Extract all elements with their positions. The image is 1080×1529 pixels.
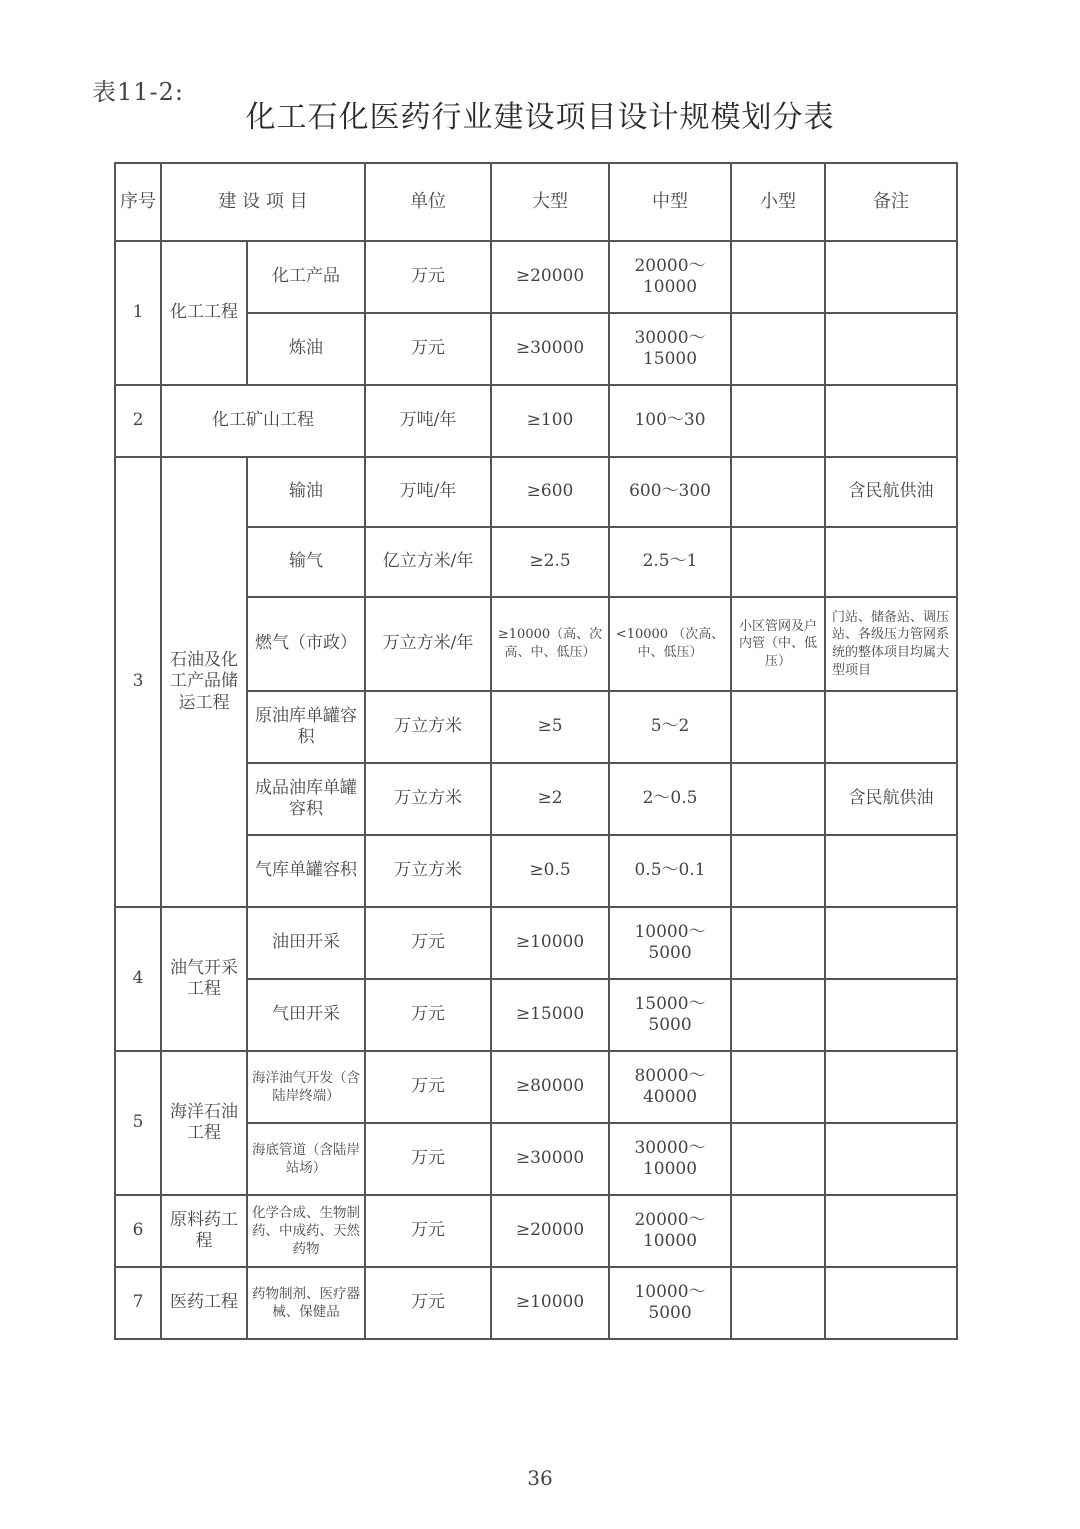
unit-cell: 万立方米 bbox=[365, 835, 491, 907]
category-cell: 化工矿山工程 bbox=[161, 385, 365, 457]
table-row bbox=[115, 241, 957, 313]
medium-cell: 15000～5000 bbox=[609, 979, 731, 1051]
notes-cell bbox=[825, 1195, 957, 1267]
notes-cell bbox=[825, 527, 957, 597]
header-no: 序号 bbox=[115, 163, 161, 241]
small-cell bbox=[731, 1195, 825, 1267]
medium-cell: 5～2 bbox=[609, 691, 731, 763]
table-row bbox=[115, 1195, 957, 1267]
unit-cell: 万立方米 bbox=[365, 763, 491, 835]
row-number: 5 bbox=[115, 1051, 161, 1195]
unit-cell: 万元 bbox=[365, 1195, 491, 1267]
medium-cell: <10000 （次高、中、低压） bbox=[609, 597, 731, 691]
small-cell bbox=[731, 457, 825, 527]
item-name: 化工产品 bbox=[247, 241, 365, 313]
unit-cell: 亿立方米/年 bbox=[365, 527, 491, 597]
small-cell bbox=[731, 241, 825, 313]
row-number: 3 bbox=[115, 457, 161, 907]
unit-cell: 万立方米/年 bbox=[365, 597, 491, 691]
large-cell: ≥30000 bbox=[491, 313, 609, 385]
item-name: 气库单罐容积 bbox=[247, 835, 365, 907]
medium-cell: 0.5～0.1 bbox=[609, 835, 731, 907]
item-name: 油田开采 bbox=[247, 907, 365, 979]
scale-classification-table bbox=[114, 162, 958, 1340]
item-name: 气田开采 bbox=[247, 979, 365, 1051]
small-cell bbox=[731, 907, 825, 979]
category-cell: 原料药工程 bbox=[161, 1195, 247, 1267]
item-name: 化学合成、生物制药、中成药、天然药物 bbox=[247, 1195, 365, 1267]
table-row bbox=[115, 457, 957, 527]
category-cell: 石油及化工产品储运工程 bbox=[161, 457, 247, 907]
notes-cell: 含民航供油 bbox=[825, 763, 957, 835]
medium-cell: 20000～10000 bbox=[609, 1195, 731, 1267]
small-cell bbox=[731, 527, 825, 597]
page-number: 36 bbox=[527, 1466, 553, 1490]
small-cell bbox=[731, 1123, 825, 1195]
category-cell: 医药工程 bbox=[161, 1267, 247, 1339]
large-cell: ≥2.5 bbox=[491, 527, 609, 597]
medium-cell: 600～300 bbox=[609, 457, 731, 527]
row-number: 2 bbox=[115, 385, 161, 457]
document-title: 化工石化医药行业建设项目设计规模划分表 bbox=[245, 100, 835, 135]
small-cell bbox=[731, 835, 825, 907]
large-cell: ≥30000 bbox=[491, 1123, 609, 1195]
notes-cell bbox=[825, 1123, 957, 1195]
small-cell bbox=[731, 979, 825, 1051]
header-row bbox=[115, 163, 957, 241]
unit-cell: 万元 bbox=[365, 241, 491, 313]
header-notes: 备注 bbox=[825, 163, 957, 241]
medium-cell: 10000～5000 bbox=[609, 907, 731, 979]
small-cell bbox=[731, 1051, 825, 1123]
large-cell: ≥0.5 bbox=[491, 835, 609, 907]
large-cell: ≥80000 bbox=[491, 1051, 609, 1123]
table-row bbox=[115, 385, 957, 457]
row-number: 4 bbox=[115, 907, 161, 1051]
medium-cell: 30000～10000 bbox=[609, 1123, 731, 1195]
large-cell: ≥2 bbox=[491, 763, 609, 835]
unit-cell: 万元 bbox=[365, 313, 491, 385]
unit-cell: 万吨/年 bbox=[365, 385, 491, 457]
small-cell: 小区管网及户内管（中、低压） bbox=[731, 597, 825, 691]
notes-cell bbox=[825, 313, 957, 385]
large-cell: ≥10000（高、次高、中、低压） bbox=[491, 597, 609, 691]
notes-cell bbox=[825, 1051, 957, 1123]
item-name: 输油 bbox=[247, 457, 365, 527]
small-cell bbox=[731, 763, 825, 835]
table-row bbox=[115, 1051, 957, 1123]
large-cell: ≥20000 bbox=[491, 1195, 609, 1267]
medium-cell: 100～30 bbox=[609, 385, 731, 457]
header-large: 大型 bbox=[491, 163, 609, 241]
item-name: 原油库单罐容积 bbox=[247, 691, 365, 763]
category-cell: 海洋石油工程 bbox=[161, 1051, 247, 1195]
medium-cell: 2～0.5 bbox=[609, 763, 731, 835]
large-cell: ≥10000 bbox=[491, 1267, 609, 1339]
row-number: 6 bbox=[115, 1195, 161, 1267]
notes-cell bbox=[825, 1267, 957, 1339]
large-cell: ≥10000 bbox=[491, 907, 609, 979]
table-row bbox=[115, 907, 957, 979]
notes-cell bbox=[825, 385, 957, 457]
notes-cell bbox=[825, 835, 957, 907]
notes-cell: 门站、储备站、调压站、各级压力管网系统的整体项目均属大型项目 bbox=[825, 597, 957, 691]
medium-cell: 30000～15000 bbox=[609, 313, 731, 385]
unit-cell: 万元 bbox=[365, 1123, 491, 1195]
large-cell: ≥600 bbox=[491, 457, 609, 527]
large-cell: ≥20000 bbox=[491, 241, 609, 313]
notes-cell bbox=[825, 979, 957, 1051]
large-cell: ≥15000 bbox=[491, 979, 609, 1051]
notes-cell: 含民航供油 bbox=[825, 457, 957, 527]
row-number: 7 bbox=[115, 1267, 161, 1339]
category-cell: 化工工程 bbox=[161, 241, 247, 385]
notes-cell bbox=[825, 907, 957, 979]
row-number: 1 bbox=[115, 241, 161, 385]
medium-cell: 20000～10000 bbox=[609, 241, 731, 313]
unit-cell: 万元 bbox=[365, 1267, 491, 1339]
medium-cell: 10000～5000 bbox=[609, 1267, 731, 1339]
medium-cell: 2.5～1 bbox=[609, 527, 731, 597]
large-cell: ≥5 bbox=[491, 691, 609, 763]
header-medium: 中型 bbox=[609, 163, 731, 241]
notes-cell bbox=[825, 241, 957, 313]
unit-cell: 万元 bbox=[365, 979, 491, 1051]
item-name: 药物制剂、医疗器械、保健品 bbox=[247, 1267, 365, 1339]
notes-cell bbox=[825, 691, 957, 763]
unit-cell: 万元 bbox=[365, 1051, 491, 1123]
item-name: 海洋油气开发（含陆岸终端） bbox=[247, 1051, 365, 1123]
header-unit: 单位 bbox=[365, 163, 491, 241]
item-name: 输气 bbox=[247, 527, 365, 597]
table-label: 表11-2: bbox=[92, 78, 185, 106]
small-cell bbox=[731, 1267, 825, 1339]
item-name: 海底管道（含陆岸站场） bbox=[247, 1123, 365, 1195]
unit-cell: 万立方米 bbox=[365, 691, 491, 763]
small-cell bbox=[731, 385, 825, 457]
item-name: 成品油库单罐容积 bbox=[247, 763, 365, 835]
table-row bbox=[115, 1267, 957, 1339]
medium-cell: 80000～40000 bbox=[609, 1051, 731, 1123]
unit-cell: 万吨/年 bbox=[365, 457, 491, 527]
category-cell: 油气开采工程 bbox=[161, 907, 247, 1051]
header-project: 建 设 项 目 bbox=[161, 163, 365, 241]
large-cell: ≥100 bbox=[491, 385, 609, 457]
item-name: 燃气（市政） bbox=[247, 597, 365, 691]
header-small: 小型 bbox=[731, 163, 825, 241]
item-name: 炼油 bbox=[247, 313, 365, 385]
small-cell bbox=[731, 313, 825, 385]
small-cell bbox=[731, 691, 825, 763]
unit-cell: 万元 bbox=[365, 907, 491, 979]
